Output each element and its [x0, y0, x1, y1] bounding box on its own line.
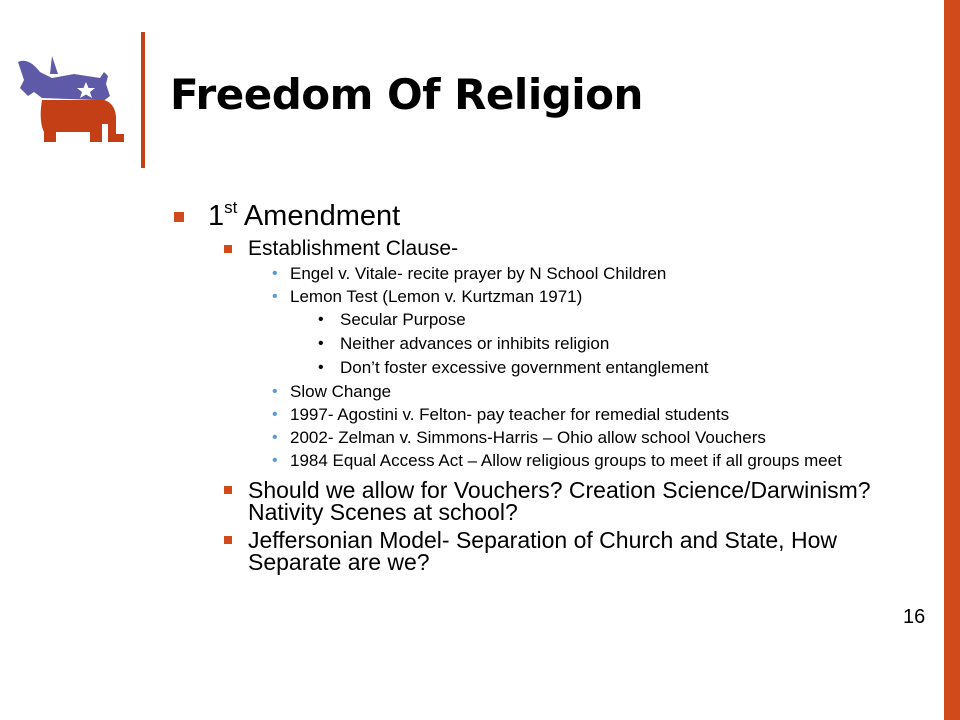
list-item-text: 1984 Equal Access Act – Allow religious groups to meet if all groups meet [290, 451, 842, 470]
list-item [170, 384, 910, 400]
list-item-text: Lemon Test (Lemon v. Kurtzman 1971) [290, 287, 583, 306]
list-item [170, 407, 910, 423]
list-item [170, 266, 910, 282]
bullet-dot-icon: • [272, 288, 278, 305]
bullet-establishment-clause [170, 238, 910, 260]
lemon-test-point-text: Secular Purpose [340, 310, 466, 329]
apgov-logo [12, 52, 128, 175]
bullet-first-amendment [170, 200, 910, 232]
amendment-number: 1 [208, 200, 225, 232]
lemon-test-point [170, 336, 910, 352]
establishment-clause-label: Establishment Clause- [248, 237, 459, 260]
list-item [170, 453, 910, 469]
list-item-text: Slow Change [290, 382, 392, 401]
bullet-dot-icon: • [272, 452, 278, 469]
lemon-test-point-text: Don’t foster excessive government entanglement [340, 358, 709, 377]
slide-content [170, 200, 910, 579]
bullet-dot-icon: • [272, 265, 278, 282]
bullet-dot-icon: • [318, 359, 324, 376]
amendment-label: Amendment [237, 200, 401, 232]
lemon-test-point-text: Neither advances or inhibits religion [340, 334, 610, 353]
list-item-text: 1997- Agostini v. Felton- pay teacher for remedial students [290, 405, 730, 424]
bullet-dot-icon: • [318, 335, 324, 352]
page-number: 16 [903, 606, 926, 628]
lemon-test-point [170, 360, 910, 376]
bullet-question [170, 479, 910, 523]
question-text: Should we allow for Vouchers? Creation Science/Darwinism? Nativity Scenes at school? [248, 477, 871, 525]
donkey-elephant-icon [12, 52, 128, 146]
question-text: Jeffersonian Model- Separation of Church and State, How Separate are we? [248, 527, 837, 575]
list-item-text: 2002- Zelman v. Simmons-Harris – Ohio allow school Vouchers [290, 428, 766, 447]
bullet-dot-icon: • [272, 383, 278, 400]
lemon-test-point [170, 312, 910, 328]
title-divider [141, 32, 145, 168]
square-bullet-icon [224, 245, 232, 253]
square-bullet-icon [224, 486, 232, 494]
square-bullet-icon [174, 212, 184, 222]
bullet-dot-icon: • [272, 429, 278, 446]
list-item-text: Engel v. Vitale- recite prayer by N School Children [290, 264, 667, 283]
list-item [170, 430, 910, 446]
right-accent-bar [944, 0, 960, 720]
bullet-question [170, 529, 910, 573]
list-item [170, 289, 910, 305]
logo-text: apgov [56, 156, 108, 175]
bullet-dot-icon: • [272, 406, 278, 423]
square-bullet-icon [224, 536, 232, 544]
slide-title: Freedom Of Religion [170, 70, 643, 119]
bullet-dot-icon: • [318, 311, 324, 328]
amendment-ordinal-suffix: st [224, 198, 238, 217]
